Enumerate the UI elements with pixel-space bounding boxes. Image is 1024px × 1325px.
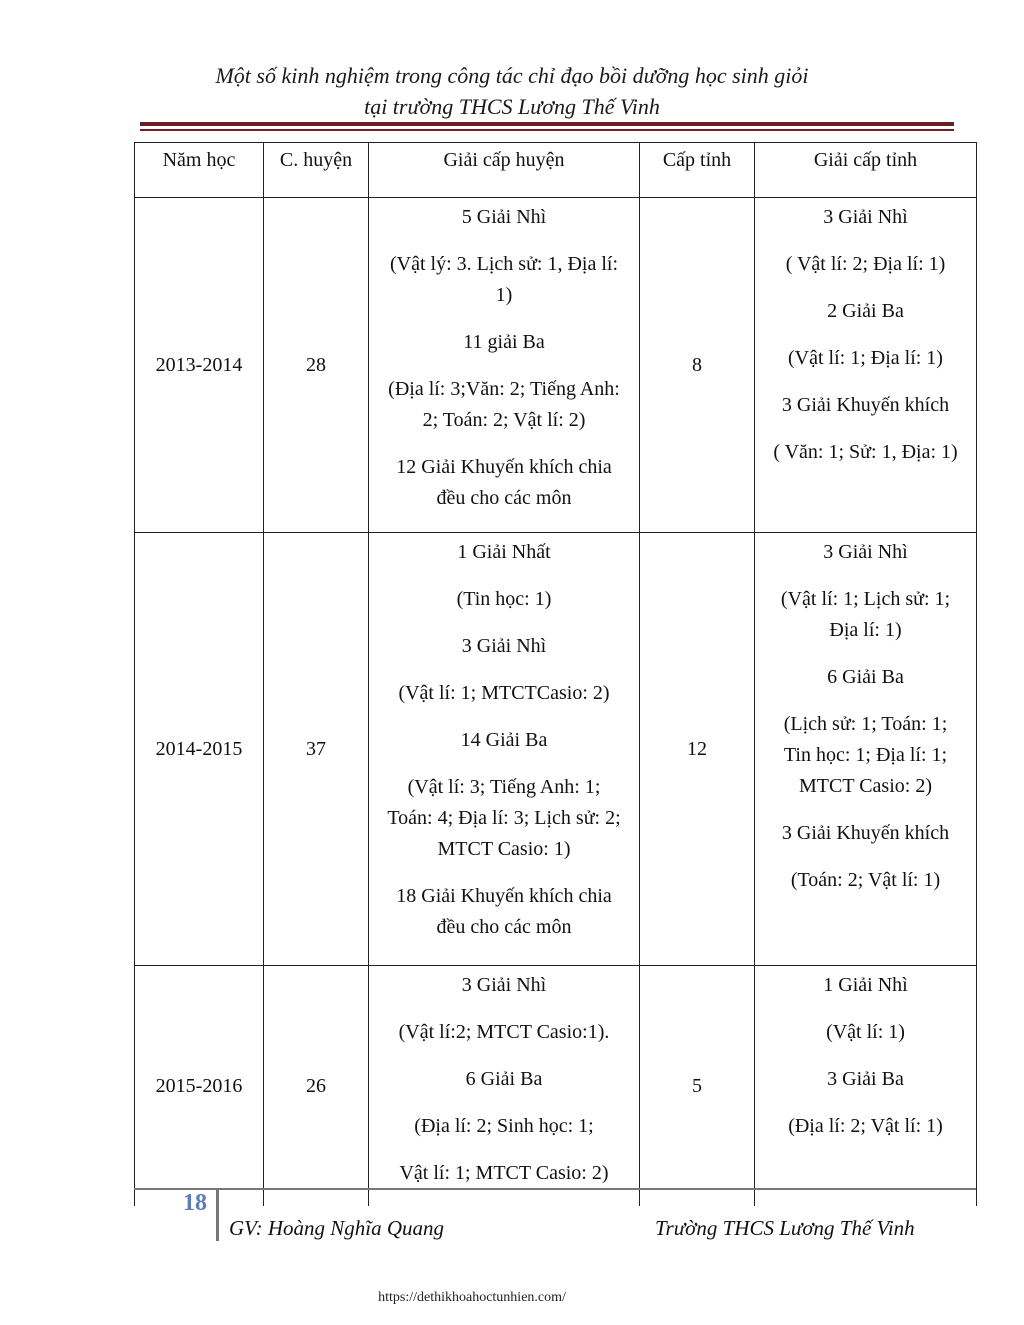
table-row [135, 533, 977, 966]
district-count-cell: 37 [264, 533, 369, 966]
award-line: (Địa lí: 3;Văn: 2; Tiếng Anh: 2; Toán: 2; Vật lí: 2) [388, 378, 620, 431]
province-count-cell: 8 [640, 198, 755, 533]
award-line: Vật lí: 1; MTCT Casio: 2) [399, 1162, 609, 1184]
award-line: (Vật lí:2; MTCT Casio:1). [398, 1021, 610, 1043]
district-count-cell: 28 [264, 198, 369, 533]
award-line: 5 Giải Nhì [461, 206, 547, 228]
award-line: (Địa lí: 2; Vật lí: 1) [788, 1115, 943, 1137]
award-line: 18 Giải Khuyến khích chia đều cho các môn [396, 885, 612, 938]
district-count-cell: 26 [264, 966, 369, 1207]
header-title-line1: Một số kinh nghiệm trong công tác chỉ đạo bồi dưỡng học sinh giỏi [215, 63, 809, 88]
award-line: ( Vật lí: 2; Địa lí: 1) [785, 253, 946, 275]
province-count-cell: 12 [640, 533, 755, 966]
column-header-district-awards: Giải cấp huyện [369, 143, 640, 198]
header-title-line2: tại trường THCS Lương Thế Vinh [364, 94, 660, 119]
column-header-year: Năm học [135, 143, 264, 198]
award-line: 3 Giải Khuyến khích [781, 822, 950, 844]
award-line: (Vật lí: 1; Địa lí: 1) [788, 347, 943, 369]
page-number: 18 [183, 1190, 207, 1216]
district-awards-cell [369, 966, 640, 1207]
document-header [0, 60, 1024, 122]
source-url-link[interactable]: https://dethikhoahoctunhien.com/ [378, 1290, 566, 1305]
award-line: (Vật lí: 1; Lịch sử: 1; Địa lí: 1) [780, 588, 951, 641]
award-line: 6 Giải Ba [827, 666, 904, 688]
footer-vertical-rule [216, 1189, 219, 1241]
table-header-row [135, 143, 977, 198]
header-divider-thick [140, 122, 954, 126]
district-awards-cell [369, 198, 640, 533]
award-line: 3 Giải Khuyến khích [781, 394, 950, 416]
column-header-district-count: C. huyện [264, 143, 369, 198]
footer-divider [134, 1188, 976, 1190]
column-header-province-awards: Giải cấp tỉnh [755, 143, 977, 198]
table-row [135, 966, 977, 1207]
footer-author: GV: Hoàng Nghĩa Quang [229, 1216, 445, 1240]
award-line: 3 Giải Ba [827, 1068, 904, 1090]
award-line: (Lịch sử: 1; Toán: 1; Tin học: 1; Địa lí: 1; MTCT Casio: 2) [783, 713, 948, 797]
award-line: 3 Giải Nhì [461, 635, 547, 657]
award-line: ( Văn: 1; Sử: 1, Địa: 1) [773, 441, 958, 463]
award-line: 6 Giải Ba [465, 1068, 543, 1090]
year-cell: 2015-2016 [135, 966, 264, 1207]
awards-table [134, 142, 977, 1206]
award-line: 1 Giải Nhì [823, 974, 908, 996]
award-line: 2 Giải Ba [827, 300, 904, 322]
year-cell: 2013-2014 [135, 198, 264, 533]
award-line: (Địa lí: 2; Sinh học: 1; [414, 1115, 594, 1137]
award-line: (Vật lý: 3. Lịch sử: 1, Địa lí: 1) [389, 253, 619, 306]
province-awards-cell [755, 966, 977, 1207]
award-line: 12 Giải Khuyến khích chia đều cho các môn [396, 456, 612, 509]
footer-school: Trường THCS Lương Thế Vinh [655, 1216, 915, 1240]
award-line: (Vật lí: 3; Tiếng Anh: 1; Toán: 4; Địa lí: 3; Lịch sử: 2; MTCT Casio: 1) [387, 776, 621, 860]
award-line: 3 Giải Nhì [461, 974, 547, 996]
award-line: 3 Giải Nhì [823, 206, 908, 228]
province-awards-cell [755, 198, 977, 533]
header-divider-thin [140, 129, 954, 131]
award-line: (Vật lí: 1; MTCTCasio: 2) [398, 682, 610, 704]
province-awards-cell [755, 533, 977, 966]
award-line: 1 Giải Nhất [457, 541, 551, 563]
province-count-cell: 5 [640, 966, 755, 1207]
award-line: 14 Giải Ba [460, 729, 548, 751]
award-line: 3 Giải Nhì [823, 541, 908, 563]
table-row [135, 198, 977, 533]
award-line: 11 giải Ba [463, 331, 545, 353]
column-header-province-count: Cấp tỉnh [640, 143, 755, 198]
award-line: (Toán: 2; Vật lí: 1) [790, 869, 941, 891]
district-awards-cell [369, 533, 640, 966]
award-line: (Vật lí: 1) [826, 1021, 905, 1043]
award-line: (Tin học: 1) [456, 588, 552, 610]
year-cell: 2014-2015 [135, 533, 264, 966]
